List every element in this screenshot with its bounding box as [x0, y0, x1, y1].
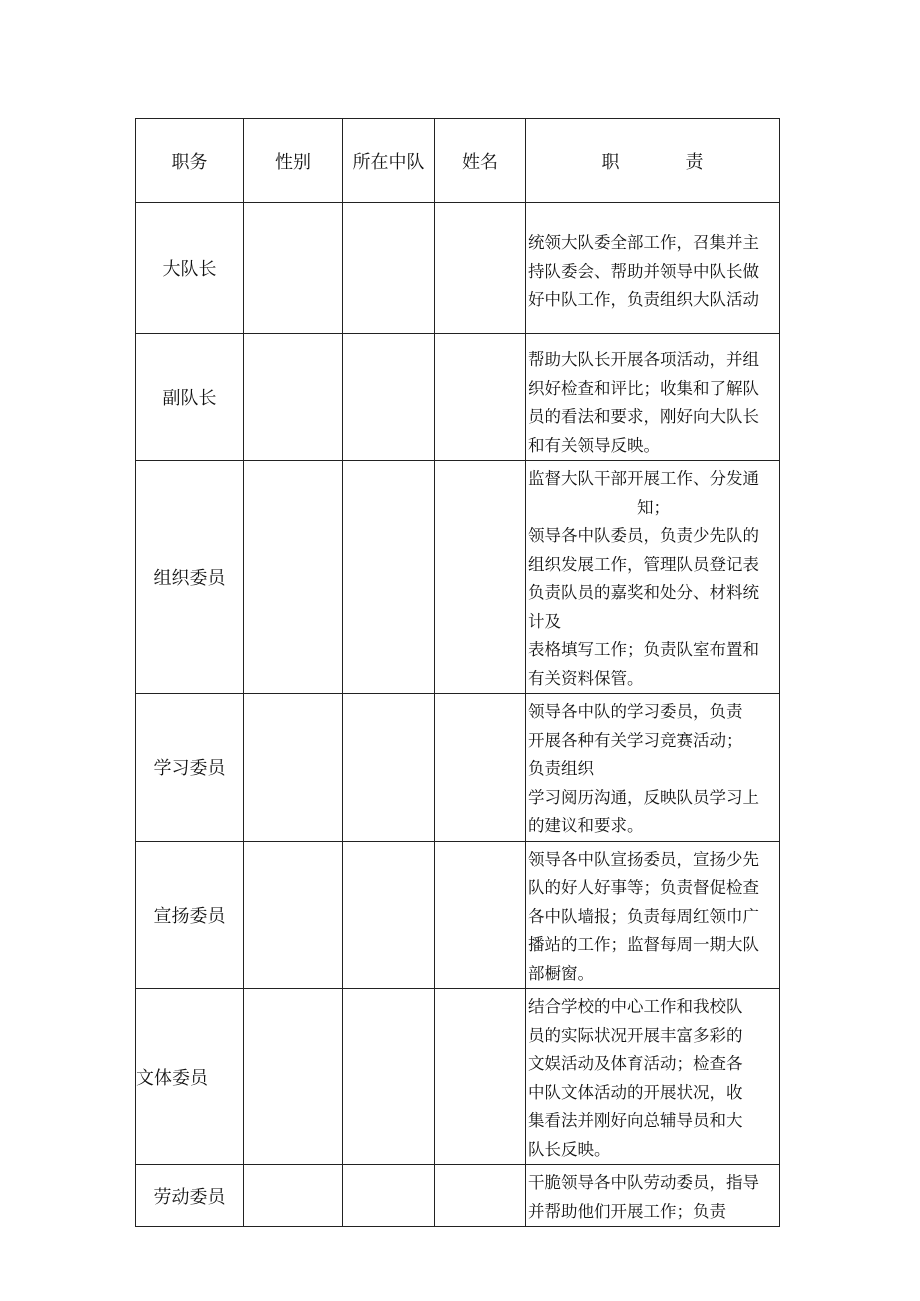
role-cell: 大队长	[136, 203, 244, 334]
duty-line: 统领大队委全部工作，召集并主	[528, 233, 759, 252]
duty-line: 的建议和要求。	[528, 816, 644, 835]
duty-line: 并帮助他们开展工作；负责	[528, 1201, 726, 1221]
duty-line: 开展各种有关学习竞赛活动；	[528, 730, 743, 750]
header-duty	[526, 119, 780, 203]
table-row	[136, 1165, 780, 1227]
duty-line: 表格填写工作；负责队室布置和	[528, 640, 759, 659]
duty-line: 文娱活动及体育活动；检查各	[528, 1054, 743, 1073]
gender-cell	[244, 461, 343, 694]
duty-line: 和有关领导反映。	[528, 435, 660, 455]
name-cell	[435, 203, 526, 334]
squad-cell	[343, 841, 435, 989]
table-row	[136, 989, 780, 1165]
gender-cell	[244, 989, 343, 1165]
duty-cell	[526, 694, 780, 842]
gender-cell	[244, 841, 343, 989]
role-cell: 组织委员	[136, 461, 244, 694]
duty-cell	[526, 989, 780, 1165]
role-cell: 副队长	[136, 334, 244, 461]
table-row	[136, 461, 780, 694]
squad-cell	[343, 989, 435, 1165]
header-gender: 性别	[244, 119, 343, 203]
duty-line: 学习阅历沟通，反映队员学习上	[528, 787, 759, 807]
name-cell	[435, 989, 526, 1165]
duty-line: 织好检查和评比；收集和了解队	[528, 378, 759, 398]
header-position: 职务	[136, 119, 244, 203]
duty-line: 领导各中队委员，负责少先队的	[528, 526, 759, 545]
duty-line: 员的看法和要求，刚好向大队长	[528, 407, 759, 426]
table-row	[136, 203, 780, 334]
header-row	[136, 119, 780, 203]
duty-line: 负责组织	[528, 759, 594, 778]
duty-line: 各中队墙报；负责每周红领巾广	[528, 906, 759, 926]
duty-line: 领导各中队的学习委员，负责	[528, 702, 743, 721]
gender-cell	[244, 1165, 343, 1227]
duty-line: 队的好人好事等；负责督促检查	[528, 878, 759, 897]
role-cell: 文体委员	[136, 989, 244, 1165]
role-cell: 学习委员	[136, 694, 244, 842]
name-cell	[435, 1165, 526, 1227]
table-row	[136, 334, 780, 461]
gender-cell	[244, 203, 343, 334]
duty-line: 干脆领导各中队劳动委员，指导	[528, 1173, 759, 1192]
name-cell	[435, 694, 526, 842]
duty-line: 队长反映。	[528, 1139, 611, 1159]
header-duty-char-1: 职	[601, 151, 620, 173]
duty-cell	[526, 1165, 780, 1227]
gender-cell	[244, 334, 343, 461]
duty-line: 帮助大队长开展各项活动，并组	[528, 350, 759, 369]
duty-line: 集看法并刚好向总辅导员和大	[528, 1111, 743, 1130]
duty-line: 监督大队干部开展工作、分发通	[528, 469, 759, 488]
squad-cell	[343, 203, 435, 334]
squad-cell	[343, 694, 435, 842]
header-duty-char-2: 责	[685, 151, 704, 173]
duty-line: 负责队员的嘉奖和处分、材料统	[528, 583, 759, 602]
name-cell	[435, 461, 526, 694]
cadre-duty-table	[135, 118, 780, 1227]
duty-line: 持队委会、帮助并领导中队长做	[528, 261, 759, 281]
squad-cell	[343, 1165, 435, 1227]
duty-line: 员的实际状况开展丰富多彩的	[528, 1025, 743, 1045]
duty-line: 中队文体活动的开展状况，收	[528, 1082, 743, 1102]
duty-line: 有关资料保管。	[528, 668, 644, 688]
duty-cell	[526, 334, 780, 461]
duty-line: 部橱窗。	[528, 963, 594, 983]
duty-line: 播站的工作；监督每周一期大队	[528, 935, 759, 954]
gender-cell	[244, 694, 343, 842]
squad-cell	[343, 461, 435, 694]
duty-line: 知；	[637, 497, 670, 517]
header-squad: 所在中队	[343, 119, 435, 203]
duty-line: 领导各中队宣扬委员，宣扬少先	[528, 849, 759, 869]
duty-cell	[526, 461, 780, 694]
duty-cell	[526, 841, 780, 989]
duty-line: 结合学校的中心工作和我校队	[528, 997, 743, 1016]
squad-cell	[343, 334, 435, 461]
role-cell: 宣扬委员	[136, 841, 244, 989]
table-row	[136, 841, 780, 989]
table-row	[136, 694, 780, 842]
role-cell: 劳动委员	[136, 1165, 244, 1227]
duty-line: 好中队工作，负责组织大队活动	[528, 290, 759, 309]
header-name: 姓名	[435, 119, 526, 203]
duty-cell	[526, 203, 780, 334]
name-cell	[435, 334, 526, 461]
duty-line: 计及	[528, 611, 561, 631]
name-cell	[435, 841, 526, 989]
duty-line: 组织发展工作，管理队员登记表	[528, 554, 759, 574]
